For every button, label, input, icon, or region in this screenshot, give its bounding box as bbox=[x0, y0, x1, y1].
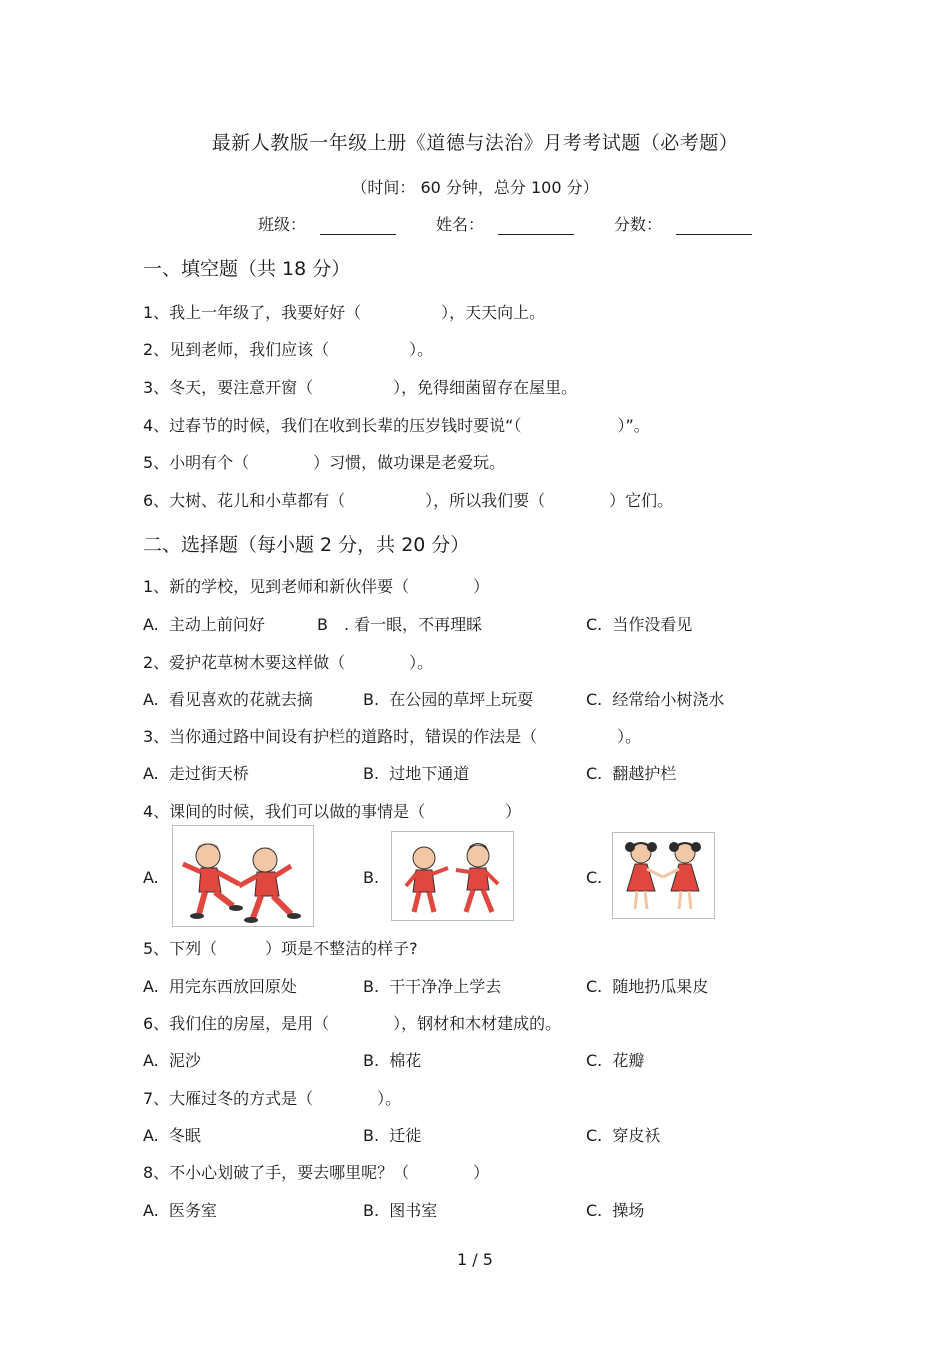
score-field bbox=[614, 212, 752, 235]
q6-option-a[interactable]: A. 泥沙 bbox=[143, 1051, 201, 1070]
q8-option-a[interactable]: A. 医务室 bbox=[143, 1201, 217, 1220]
class-label: 班级： bbox=[258, 215, 307, 234]
q8-stem: 8、不小心划破了手，要去哪里呢？（ ） bbox=[143, 1163, 490, 1182]
q5-option-b[interactable]: B. 干干净净上学去 bbox=[363, 977, 502, 996]
q4-option-c-picture[interactable] bbox=[612, 832, 715, 919]
q4-option-a-picture[interactable] bbox=[172, 825, 314, 927]
fill-item-3: 3、冬天，要注意开窗（ ），免得细菌留存在屋里。 bbox=[143, 378, 578, 397]
q5-option-c[interactable]: C. 随地扔瓜果皮 bbox=[586, 977, 709, 996]
q3-option-a[interactable]: A. 走过街天桥 bbox=[143, 764, 249, 783]
class-blank[interactable] bbox=[320, 214, 396, 235]
q4-option-c-label[interactable]: C. bbox=[586, 868, 603, 887]
fill-item-1: 1、我上一年级了，我要好好（ ），天天向上。 bbox=[143, 303, 546, 322]
fill-item-2: 2、见到老师，我们应该（ ）。 bbox=[143, 340, 434, 359]
student-info-row bbox=[258, 212, 752, 235]
q7-option-a[interactable]: A. 冬眠 bbox=[143, 1126, 201, 1145]
fill-item-6: 6、大树、花儿和小草都有（ ），所以我们要（ ）它们。 bbox=[143, 491, 674, 510]
score-blank[interactable] bbox=[676, 214, 752, 235]
q4-stem: 4、课间的时候，我们可以做的事情是（ ） bbox=[143, 802, 522, 821]
arguing-boys-illustration bbox=[392, 832, 513, 920]
q2-option-a[interactable]: A. 看见喜欢的花就去摘 bbox=[143, 690, 313, 709]
q5-stem: 5、下列（ ）项是不整洁的样子? bbox=[143, 939, 418, 958]
q7-option-b[interactable]: B. 迁徙 bbox=[363, 1126, 422, 1145]
class-field bbox=[258, 212, 396, 235]
q5-option-a[interactable]: A. 用完东西放回原处 bbox=[143, 977, 297, 996]
q4-option-b-label[interactable]: B. bbox=[363, 868, 380, 887]
q1-option-a[interactable]: A. 主动上前问好 bbox=[143, 615, 265, 634]
friendly-girls-illustration bbox=[613, 833, 714, 918]
q1-option-b[interactable]: B . 看一眼，不再理睬 bbox=[317, 615, 483, 634]
q2-stem: 2、爱护花草树木要这样做（ ）。 bbox=[143, 653, 434, 672]
q3-option-c[interactable]: C. 翻越护栏 bbox=[586, 764, 677, 783]
q6-option-b[interactable]: B. 棉花 bbox=[363, 1051, 422, 1070]
fill-item-4: 4、过春节的时候，我们在收到长辈的压岁钱时要说“（ ）”。 bbox=[143, 416, 650, 435]
name-label: 姓名： bbox=[436, 215, 485, 234]
q3-option-b[interactable]: B. 过地下通道 bbox=[363, 764, 470, 783]
score-label: 分数： bbox=[614, 215, 663, 234]
q4-option-b-picture[interactable] bbox=[391, 831, 514, 921]
q7-stem: 7、大雁过冬的方式是（ ）。 bbox=[143, 1089, 402, 1108]
exam-time-info: （时间： 60 分钟，总分 100 分） bbox=[351, 178, 599, 197]
page-title: 最新人教版一年级上册《道德与法治》月考考试题（必考题） bbox=[211, 132, 739, 154]
q3-stem: 3、当你通过路中间设有护栏的道路时，错误的作法是（ ）。 bbox=[143, 727, 642, 746]
q7-option-c[interactable]: C. 穿皮袄 bbox=[586, 1126, 661, 1145]
fighting-boys-illustration bbox=[173, 826, 313, 926]
q1-stem: 1、新的学校，见到老师和新伙伴要（ ） bbox=[143, 577, 490, 596]
q8-option-c[interactable]: C. 操场 bbox=[586, 1201, 645, 1220]
q2-option-b[interactable]: B. 在公园的草坪上玩耍 bbox=[363, 690, 534, 709]
q2-option-c[interactable]: C. 经常给小树浇水 bbox=[586, 690, 725, 709]
q1-option-c[interactable]: C. 当作没看见 bbox=[586, 615, 693, 634]
q6-option-c[interactable]: C. 花瓣 bbox=[586, 1051, 645, 1070]
section1-heading: 一、填空题（共 18 分） bbox=[143, 258, 351, 280]
q4-option-a-label[interactable]: A. bbox=[143, 868, 159, 887]
q6-stem: 6、我们住的房屋，是用（ ），钢材和木材建成的。 bbox=[143, 1014, 562, 1033]
name-blank[interactable] bbox=[498, 214, 574, 235]
section2-heading: 二、选择题（每小题 2 分，共 20 分） bbox=[143, 534, 470, 556]
fill-item-5: 5、小明有个（ ）习惯，做功课是老爱玩。 bbox=[143, 453, 506, 472]
q8-option-b[interactable]: B. 图书室 bbox=[363, 1201, 438, 1220]
name-field bbox=[436, 212, 574, 235]
page-number: 1 / 5 bbox=[457, 1250, 493, 1269]
